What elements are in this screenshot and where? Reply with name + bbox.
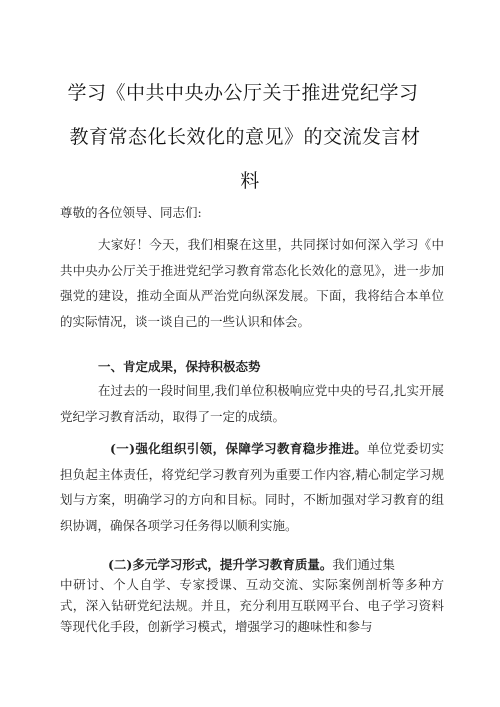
document-title-line-1: 学习《中共中央办公厅关于推进党纪学习 <box>67 82 419 104</box>
document-title-line-3: 料 <box>240 170 260 192</box>
paragraph-achievements: 在过去的一段时间里,我们单位积极响应党中央的号召,扎实开展党纪学习教育活动，取得了一定的成绩。 <box>60 383 444 424</box>
paragraph-learning-forms-body: 中研讨、个人自学、专家授课、互动交流、实际案例剖析等多种方式，深入钻研党纪法规。并且，充分利用互联网平台、电子学习资料等现代化手段，创新学习模式，增强学习的趣味性和参与 <box>60 577 444 634</box>
paragraph-organization <box>60 436 444 538</box>
subheading-organization: (一)强化组织引领，保障学习教育稳步推进。 <box>110 441 368 456</box>
document-title-line-2: 教育常态化长效化的意见》的交流发言材 <box>69 126 421 148</box>
paragraph-opening: 大家好！今天，我们相聚在这里，共同探讨如何深入学习《中共中央办公厅关于推进党纪学习教育常态化长效化的意见》，进一步加强党的建设，推动全面从严治党向纵深发展。下面，我将结合本单位的实际情况，谈一谈自己的一些认识和体会。 <box>60 237 444 329</box>
salutation: 尊敬的各位领导、同志们: <box>60 205 202 220</box>
paragraph-organization-body: 单位党委切实担负起主体责任，将党纪学习教育列为重要工作内容,精心制定学习规划与方案，明确学习的方向和目标。同时，不断加强对学习教育的组织协调，确保各项学习任务得以顺利实施。 <box>60 441 444 533</box>
section-heading-1: 一、肯定成果，保持积极态势 <box>98 359 261 374</box>
paragraph-learning-forms-head-tail: 我们通过集 <box>332 557 395 572</box>
subheading-learning-forms: (二)多元学习形式，提升学习教育质量。 <box>108 557 333 572</box>
